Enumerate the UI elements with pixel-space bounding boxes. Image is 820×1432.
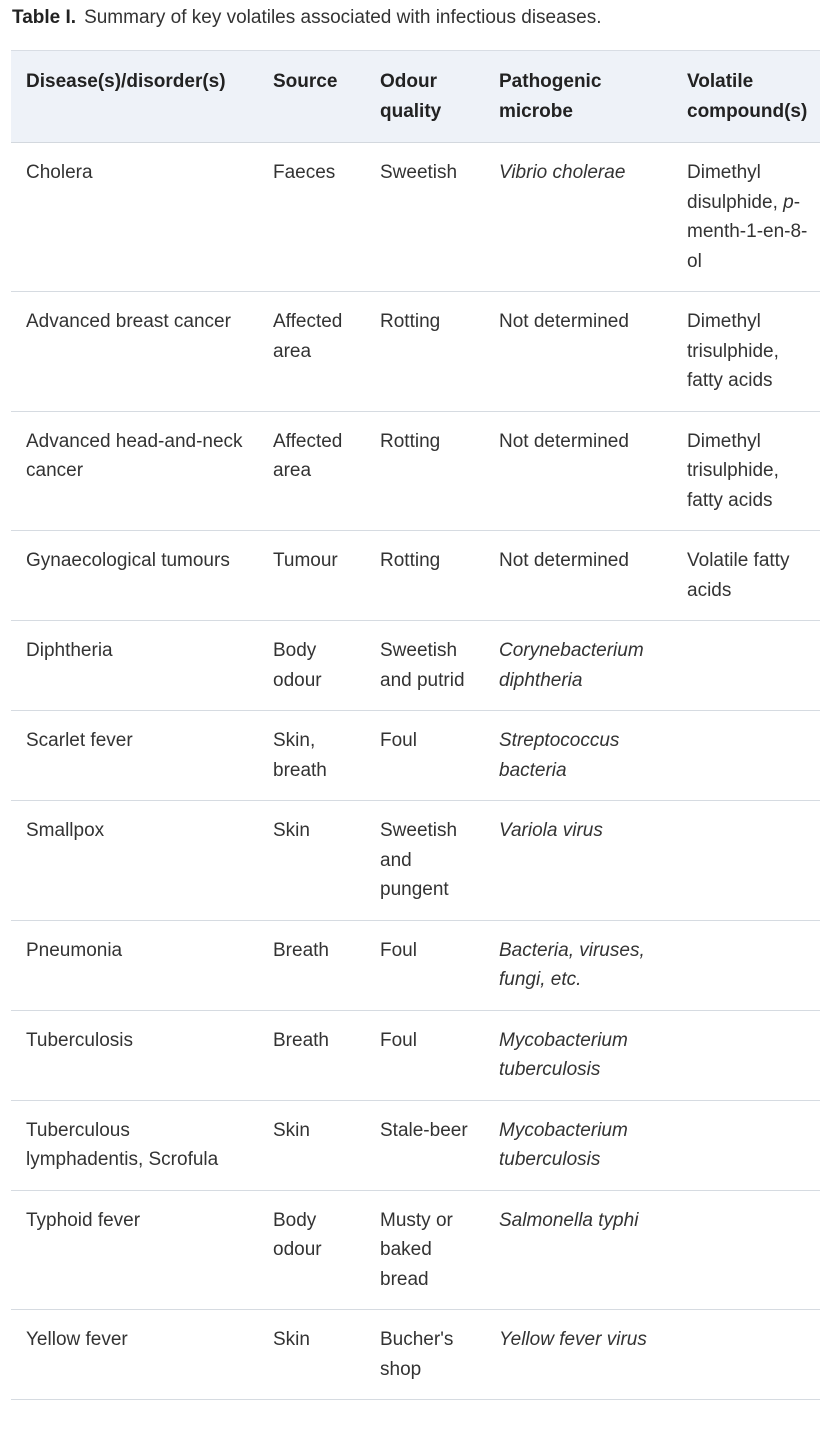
cell-source: Breath xyxy=(258,920,365,1010)
cell-microbe: Yellow fever virus xyxy=(484,1310,672,1400)
cell-odour: Sweetish and pungent xyxy=(365,801,484,921)
cell-microbe: Variola virus xyxy=(484,801,672,921)
cell-odour: Rotting xyxy=(365,531,484,621)
header-odour-quality: Odour quality xyxy=(365,51,484,143)
cell-source: Breath xyxy=(258,1010,365,1100)
cell-microbe: Vibrio cholerae xyxy=(484,143,672,292)
cell-disease: Tuberculosis xyxy=(11,1010,258,1100)
cell-volatile xyxy=(672,711,820,801)
header-pathogenic-microbe: Pathogenic microbe xyxy=(484,51,672,143)
table-row xyxy=(11,801,820,921)
cell-source: Skin xyxy=(258,1100,365,1190)
cell-volatile: Volatile fatty acids xyxy=(672,531,820,621)
cell-volatile xyxy=(672,920,820,1010)
cell-odour: Bucher's shop xyxy=(365,1310,484,1400)
table-label: Table I. xyxy=(12,7,77,28)
cell-microbe: Mycobacterium tuberculosis xyxy=(484,1010,672,1100)
cell-disease: Advanced breast cancer xyxy=(11,292,258,412)
table-header xyxy=(11,51,820,143)
cell-odour: Stale-beer xyxy=(365,1100,484,1190)
table-title: Summary of key volatiles associated with infectious diseases. xyxy=(84,7,602,28)
table-row xyxy=(11,711,820,801)
table-row xyxy=(11,1100,820,1190)
table-row xyxy=(11,292,820,412)
cell-odour: Musty or baked bread xyxy=(365,1190,484,1310)
volatile-text-italic: p xyxy=(783,191,794,213)
table-row xyxy=(11,1010,820,1100)
cell-microbe: Mycobacterium tuberculosis xyxy=(484,1100,672,1190)
cell-microbe: Corynebacterium diphtheria xyxy=(484,621,672,711)
header-volatile-compounds: Volatile compound(s) xyxy=(672,51,820,143)
cell-disease: Scarlet fever xyxy=(11,711,258,801)
cell-volatile xyxy=(672,1310,820,1400)
table-row xyxy=(11,1310,820,1400)
cell-volatile xyxy=(672,1190,820,1310)
cell-odour: Sweetish and putrid xyxy=(365,621,484,711)
volatile-text: Dimethyl disulphide, xyxy=(687,162,784,213)
header-disease: Disease(s)/disorder(s) xyxy=(11,51,258,143)
cell-microbe: Not determined xyxy=(484,292,672,412)
cell-odour: Foul xyxy=(365,1010,484,1100)
cell-odour: Foul xyxy=(365,920,484,1010)
table-row xyxy=(11,1190,820,1310)
cell-source: Affected area xyxy=(258,411,365,531)
table-row xyxy=(11,621,820,711)
cell-source: Skin xyxy=(258,1310,365,1400)
cell-odour: Sweetish xyxy=(365,143,484,292)
cell-volatile: Dimethyl trisulphide, fatty acids xyxy=(672,411,820,531)
cell-disease: Yellow fever xyxy=(11,1310,258,1400)
cell-disease: Smallpox xyxy=(11,801,258,921)
cell-source: Body odour xyxy=(258,1190,365,1310)
cell-source: Faeces xyxy=(258,143,365,292)
cell-source: Body odour xyxy=(258,621,365,711)
cell-microbe: Salmonella typhi xyxy=(484,1190,672,1310)
header-row xyxy=(11,51,820,143)
cell-odour: Rotting xyxy=(365,411,484,531)
table-row xyxy=(11,531,820,621)
cell-volatile: Dimethyl trisulphide, fatty acids xyxy=(672,292,820,412)
cell-volatile xyxy=(672,1100,820,1190)
cell-odour: Rotting xyxy=(365,292,484,412)
cell-disease: Cholera xyxy=(11,143,258,292)
table-caption xyxy=(12,6,602,30)
cell-volatile xyxy=(672,1010,820,1100)
cell-microbe: Not determined xyxy=(484,531,672,621)
cell-volatile xyxy=(672,621,820,711)
header-source: Source xyxy=(258,51,365,143)
volatile-text: -menth-1-en-8-ol xyxy=(687,191,808,272)
cell-microbe: Streptococcus bacteria xyxy=(484,711,672,801)
cell-disease: Advanced head-and-neck cancer xyxy=(11,411,258,531)
cell-volatile xyxy=(672,143,820,292)
cell-disease: Gynaecological tumours xyxy=(11,531,258,621)
cell-odour: Foul xyxy=(365,711,484,801)
cell-microbe: Not determined xyxy=(484,411,672,531)
cell-source: Tumour xyxy=(258,531,365,621)
volatiles-table xyxy=(11,50,820,1400)
cell-volatile xyxy=(672,801,820,921)
cell-disease: Typhoid fever xyxy=(11,1190,258,1310)
cell-source: Skin xyxy=(258,801,365,921)
table-row xyxy=(11,920,820,1010)
cell-source: Skin, breath xyxy=(258,711,365,801)
cell-source: Affected area xyxy=(258,292,365,412)
cell-disease: Tuberculous lymphadentis, Scrofula xyxy=(11,1100,258,1190)
table-row xyxy=(11,411,820,531)
table-body xyxy=(11,143,820,1400)
table-row xyxy=(11,143,820,292)
cell-microbe: Bacteria, viruses, fungi, etc. xyxy=(484,920,672,1010)
cell-disease: Pneumonia xyxy=(11,920,258,1010)
cell-disease: Diphtheria xyxy=(11,621,258,711)
